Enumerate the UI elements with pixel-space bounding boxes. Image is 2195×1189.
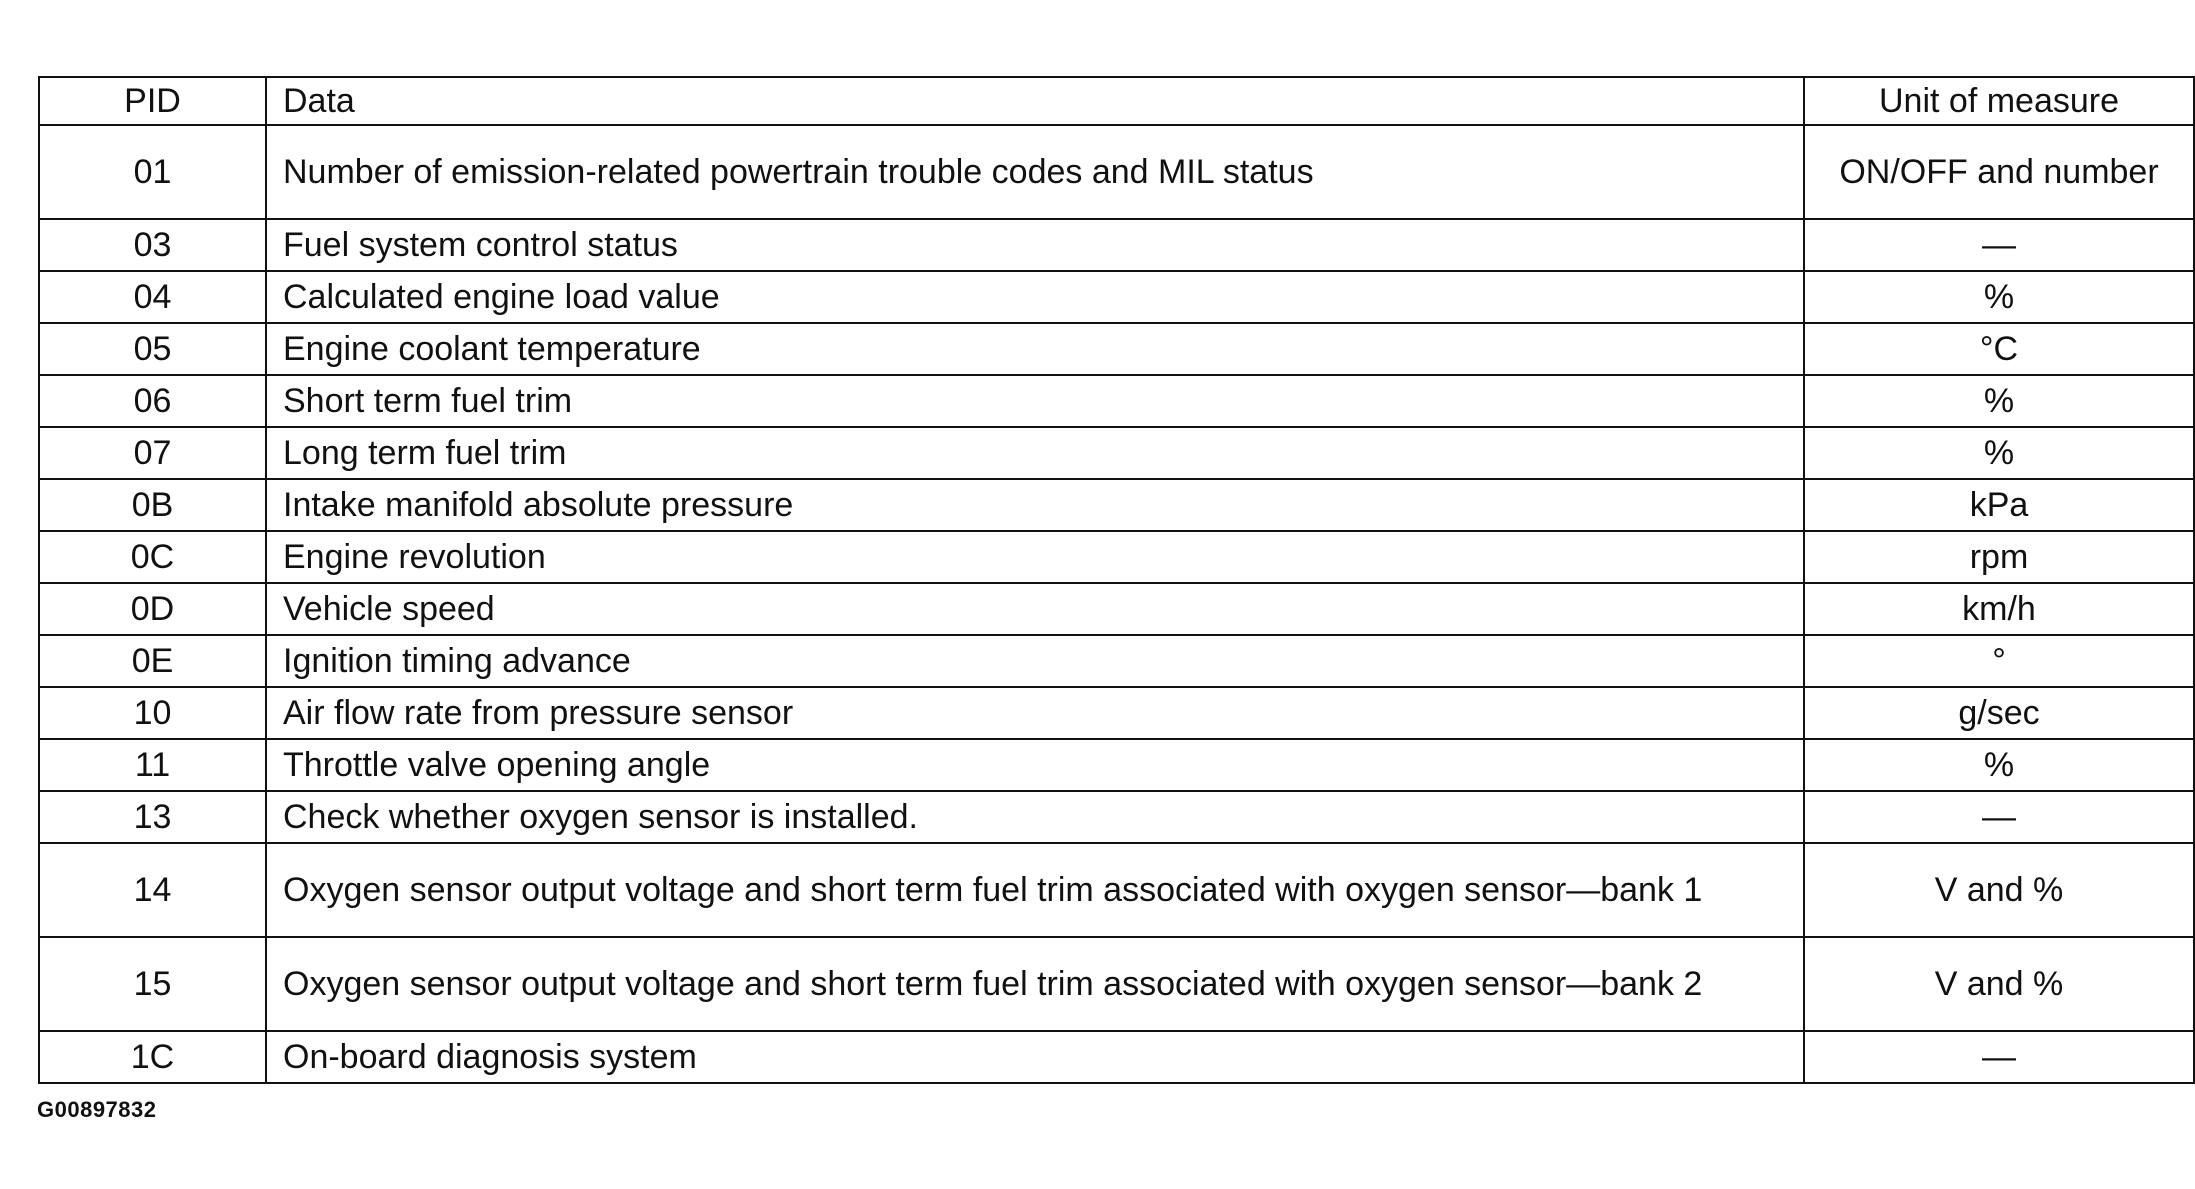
unit-cell: — [1804, 1031, 2194, 1083]
data-cell: Oxygen sensor output voltage and short term fuel trim associated with oxygen sensor—bank 1 [266, 843, 1804, 937]
pid-cell: 1C [39, 1031, 266, 1083]
unit-cell: — [1804, 219, 2194, 271]
pid-cell: 11 [39, 739, 266, 791]
data-cell: Intake manifold absolute pressure [266, 479, 1804, 531]
pid-cell: 03 [39, 219, 266, 271]
pid-cell: 01 [39, 125, 266, 219]
pid-cell: 15 [39, 937, 266, 1031]
unit-cell: kPa [1804, 479, 2194, 531]
data-cell: Engine revolution [266, 531, 1804, 583]
table-row [39, 843, 2194, 937]
data-cell: Fuel system control status [266, 219, 1804, 271]
unit-cell: km/h [1804, 583, 2194, 635]
data-cell: Throttle valve opening angle [266, 739, 1804, 791]
data-column-header: Data [266, 77, 1804, 125]
table-header-row [39, 77, 2194, 125]
table-row [39, 791, 2194, 843]
unit-cell: % [1804, 375, 2194, 427]
table-row [39, 427, 2194, 479]
table-row [39, 323, 2194, 375]
data-cell: Short term fuel trim [266, 375, 1804, 427]
unit-cell: ° [1804, 635, 2194, 687]
pid-cell: 07 [39, 427, 266, 479]
unit-cell: rpm [1804, 531, 2194, 583]
table-row [39, 739, 2194, 791]
table-row [39, 937, 2194, 1031]
data-cell: On-board diagnosis system [266, 1031, 1804, 1083]
pid-cell: 0B [39, 479, 266, 531]
pid-cell: 10 [39, 687, 266, 739]
data-cell: Number of emission-related powertrain trouble codes and MIL status [266, 125, 1804, 219]
unit-cell: % [1804, 271, 2194, 323]
table-row [39, 531, 2194, 583]
pid-column-header: PID [39, 77, 266, 125]
unit-cell: °C [1804, 323, 2194, 375]
table-row [39, 1031, 2194, 1083]
unit-cell: V and % [1804, 843, 2194, 937]
table-row [39, 375, 2194, 427]
unit-cell: V and % [1804, 937, 2194, 1031]
pid-cell: 04 [39, 271, 266, 323]
unit-cell: g/sec [1804, 687, 2194, 739]
table-row [39, 125, 2194, 219]
pid-cell: 0E [39, 635, 266, 687]
data-cell: Vehicle speed [266, 583, 1804, 635]
pid-data-table [38, 76, 2195, 1084]
pid-cell: 13 [39, 791, 266, 843]
data-cell: Ignition timing advance [266, 635, 1804, 687]
data-cell: Calculated engine load value [266, 271, 1804, 323]
data-cell: Oxygen sensor output voltage and short term fuel trim associated with oxygen sensor—bank 2 [266, 937, 1804, 1031]
pid-cell: 0C [39, 531, 266, 583]
table-row [39, 635, 2194, 687]
data-cell: Engine coolant temperature [266, 323, 1804, 375]
figure-id-label: G00897832 [37, 1097, 157, 1122]
table-row [39, 479, 2194, 531]
unit-cell: ON/OFF and number [1804, 125, 2194, 219]
unit-column-header: Unit of measure [1804, 77, 2194, 125]
pid-cell: 14 [39, 843, 266, 937]
table-header [39, 77, 2194, 125]
unit-cell: — [1804, 791, 2194, 843]
data-cell: Air flow rate from pressure sensor [266, 687, 1804, 739]
table-row [39, 219, 2194, 271]
table-body [39, 125, 2194, 1083]
table-row [39, 583, 2194, 635]
table-row [39, 687, 2194, 739]
unit-cell: % [1804, 739, 2194, 791]
data-cell: Check whether oxygen sensor is installed. [266, 791, 1804, 843]
pid-cell: 05 [39, 323, 266, 375]
data-cell: Long term fuel trim [266, 427, 1804, 479]
unit-cell: % [1804, 427, 2194, 479]
pid-cell: 0D [39, 583, 266, 635]
pid-cell: 06 [39, 375, 266, 427]
table-row [39, 271, 2194, 323]
